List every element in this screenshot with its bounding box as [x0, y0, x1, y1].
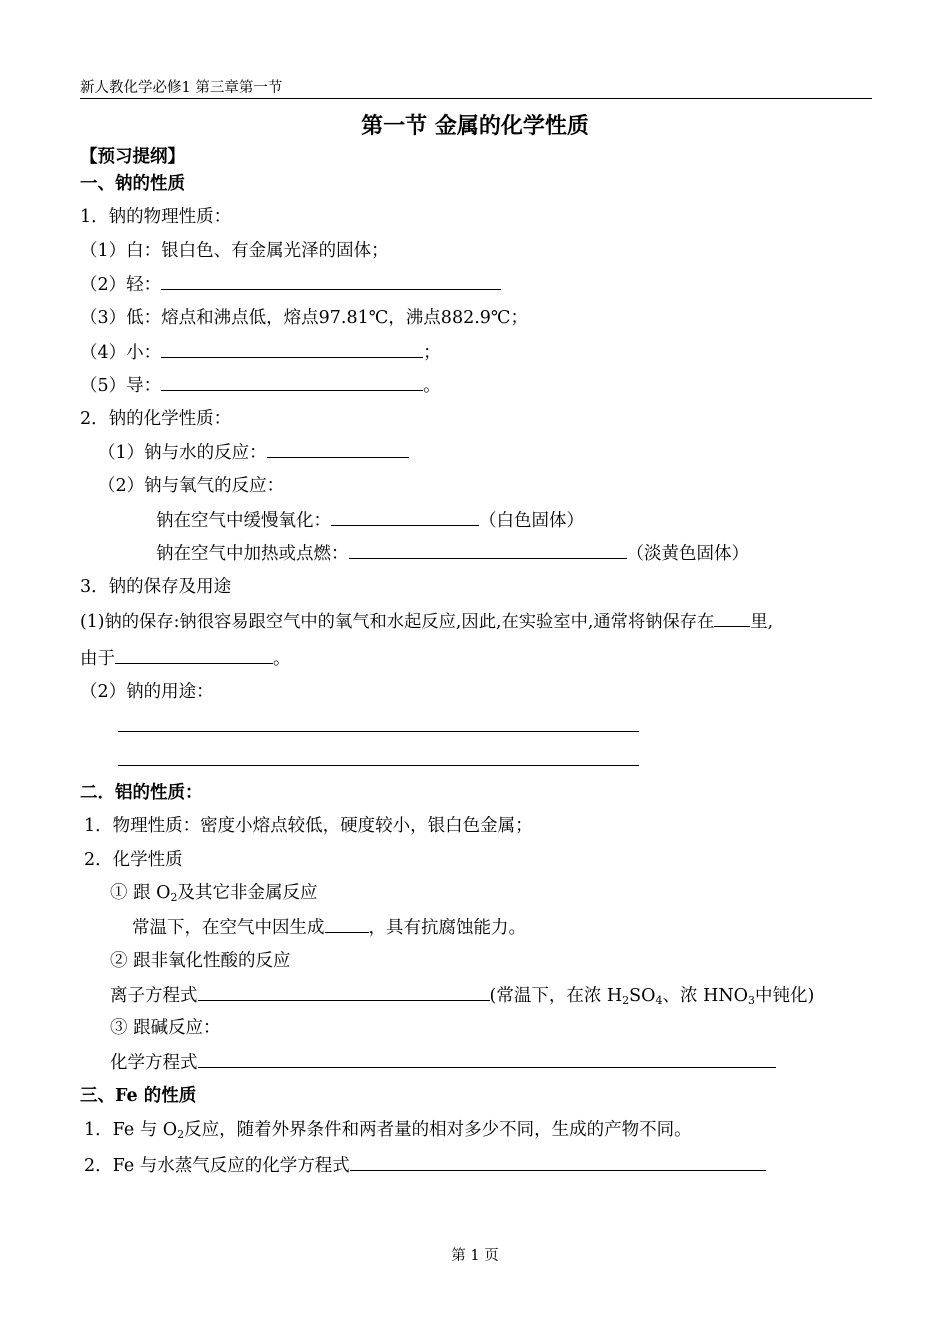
page-number: 第 1 页 — [451, 1248, 499, 1264]
aluminum-acid-heading: ② 跟非氧化性酸的反应 — [110, 951, 291, 971]
section-iron-heading: 三、Fe 的性质 — [80, 1086, 197, 1106]
aluminum-film-text: ，具有抗腐蚀能力。 — [368, 918, 526, 938]
fill-blank[interactable] — [161, 272, 501, 290]
iron-steam-label: 2．Fe 与水蒸气反应的化学方程式 — [84, 1156, 350, 1176]
aluminum-film-label: 常温下，在空气中因生成 — [132, 918, 325, 938]
sodium-light-line — [80, 272, 501, 297]
iron-o2-text: 1．Fe 与 O — [84, 1120, 178, 1140]
sodium-conduct-label: （5）导： — [80, 376, 162, 396]
fill-blank[interactable] — [198, 1050, 776, 1068]
section-sodium-heading: 一、钠的性质 — [80, 174, 185, 194]
sodium-low: （3）低：熔点和沸点低，熔点97.81℃，沸点882.9℃； — [80, 308, 528, 328]
page-header: 新人教化学必修1 第三章第一节 — [80, 80, 283, 96]
sodium-white: （1）白：银白色、有金属光泽的固体； — [80, 241, 389, 261]
sodium-storage-text-end: 里, — [750, 612, 774, 632]
iron-steam-line — [84, 1153, 766, 1178]
aluminum-equation-line — [110, 1050, 776, 1075]
sodium-storage-line2 — [80, 646, 291, 671]
sodium-heat-label: 钠在空气中加热或点燃： — [156, 544, 349, 564]
sodium-storage-reason-label: 由于 — [80, 649, 115, 669]
aluminum-o2-text: ① 跟 O — [110, 883, 171, 903]
fill-blank[interactable] — [161, 340, 423, 358]
page-title: 第一节 金属的化学性质 — [361, 113, 589, 139]
outline-heading: 【预习提纲】 — [80, 147, 185, 167]
fill-blank[interactable] — [198, 983, 490, 1001]
aluminum-ionic-label: 离子方程式 — [110, 986, 198, 1006]
section-aluminum-heading: 二．铝的性质： — [80, 783, 203, 803]
sodium-chemical-heading: 2．钠的化学性质： — [80, 409, 232, 429]
iron-o2-text-b: 反应，随着外界条件和两者量的相对多少不同，生成的产物不同。 — [184, 1120, 692, 1140]
fill-blank[interactable] — [161, 373, 423, 391]
aluminum-ionic-note-c: 、浓 HNO — [662, 986, 748, 1006]
aluminum-film-line — [132, 915, 526, 940]
sodium-heat-line — [156, 541, 749, 566]
sodium-storage-text: (1)钠的保存:钠很容易跟空气中的氧气和水起反应,因此,在实验室中,通常将钠保存在 — [80, 612, 715, 632]
sodium-oxygen-heading: （2）钠与氧气的反应： — [98, 476, 285, 496]
sodium-slow-note: （白色固体） — [479, 511, 584, 531]
aluminum-chemical-heading: 2．化学性质 — [84, 850, 183, 870]
punctuation: ； — [423, 343, 441, 363]
answer-line[interactable] — [118, 765, 639, 766]
subscript: 2 — [170, 891, 178, 904]
sodium-heat-note: （淡黄色固体） — [626, 544, 749, 564]
sodium-small-label: （4）小： — [80, 343, 162, 363]
fill-blank[interactable] — [714, 609, 750, 627]
aluminum-o2-text-b: 及其它非金属反应 — [177, 883, 318, 903]
sodium-slow-label: 钠在空气中缓慢氧化： — [156, 511, 331, 531]
fill-blank[interactable] — [331, 508, 479, 526]
sodium-water-label: （1）钠与水的反应： — [98, 443, 267, 463]
subscript: 3 — [747, 994, 755, 1007]
sodium-storage-heading: 3．钠的保存及用途 — [80, 577, 232, 597]
sodium-physical-heading: 1．钠的物理性质： — [80, 207, 232, 227]
aluminum-ionic-note: (常温下，在浓 H — [489, 986, 623, 1006]
fill-blank[interactable] — [349, 541, 627, 559]
subscript: 4 — [655, 994, 663, 1007]
answer-line[interactable] — [118, 731, 639, 732]
sodium-slow-oxidation-line — [156, 508, 584, 533]
sodium-light-label: （2）轻： — [80, 275, 162, 295]
aluminum-ionic-note-d: 中钝化) — [754, 986, 815, 1006]
sodium-conduct-line — [80, 373, 441, 398]
sodium-uses-heading: （2）钠的用途： — [80, 682, 214, 702]
iron-o2-line — [84, 1118, 692, 1142]
aluminum-physical: 1．物理性质：密度小熔点较低，硬度较小，银白色金属； — [84, 816, 533, 836]
subscript: 2 — [177, 1128, 185, 1141]
fill-blank[interactable] — [350, 1153, 766, 1171]
fill-blank[interactable] — [115, 646, 273, 664]
sodium-storage-line1 — [80, 609, 773, 634]
aluminum-base-heading: ③ 跟碱反应： — [110, 1018, 221, 1038]
header-rule — [80, 98, 872, 99]
fill-blank[interactable] — [325, 915, 369, 933]
punctuation: 。 — [423, 376, 441, 396]
sodium-water-line — [98, 440, 409, 465]
aluminum-o2-heading — [110, 881, 317, 905]
aluminum-ionic-note-b: SO — [629, 986, 656, 1006]
punctuation: 。 — [273, 649, 291, 669]
subscript: 2 — [622, 994, 630, 1007]
fill-blank[interactable] — [267, 440, 409, 458]
sodium-small-line — [80, 340, 441, 365]
aluminum-equation-label: 化学方程式 — [110, 1053, 198, 1073]
aluminum-ionic-line — [110, 983, 814, 1008]
